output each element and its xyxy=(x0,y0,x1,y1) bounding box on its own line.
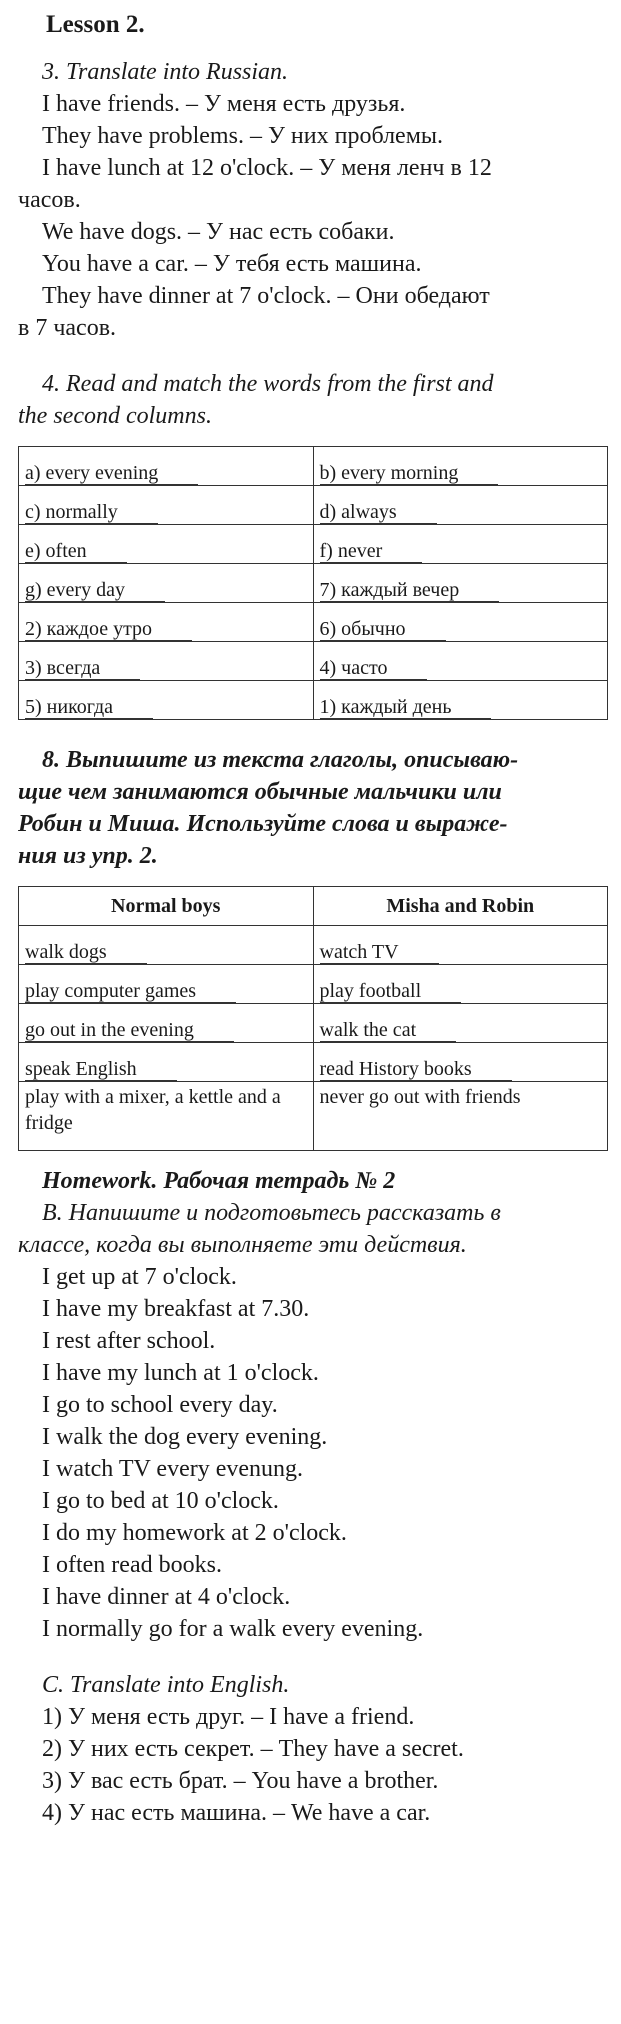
table-cell: walk dogs xyxy=(19,926,314,965)
table-cell: 7) каждый вечер xyxy=(313,564,608,603)
table-cell: a) every evening xyxy=(19,447,314,486)
table-cell: d) always xyxy=(313,486,608,525)
ex3-line: They have problems. – У них проблемы. xyxy=(42,123,444,149)
homework-b-line: I go to school every day. xyxy=(42,1392,278,1418)
homework-c-line: 2) У них есть секрет. – They have a secret. xyxy=(42,1736,464,1762)
table-row xyxy=(19,486,608,525)
homework-b-line: I rest after school. xyxy=(42,1328,216,1354)
homework-heading: Homework. Рабочая тетрадь № 2 xyxy=(42,1168,396,1194)
exercise-8 xyxy=(14,744,610,1151)
table-cell: walk the cat xyxy=(313,1004,608,1043)
table-cell: f) never xyxy=(313,525,608,564)
table-row xyxy=(19,603,608,642)
table-cell: watch TV xyxy=(313,926,608,965)
table-cell: read History books xyxy=(313,1043,608,1082)
ex3-line: I have friends. – У меня есть друзья. xyxy=(42,91,406,117)
ex3-line: в 7 часов. xyxy=(18,315,117,341)
ex3-line: We have dogs. – У нас есть собаки. xyxy=(42,219,395,245)
table-cell: play football xyxy=(313,965,608,1004)
table-row xyxy=(19,525,608,564)
homework-c-line: 4) У нас есть машина. – We have a car. xyxy=(42,1800,431,1826)
homework-b-line: I go to bed at 10 o'clock. xyxy=(42,1488,279,1514)
table-row xyxy=(19,447,608,486)
table-cell: g) every day xyxy=(19,564,314,603)
lesson-title: Lesson 2. xyxy=(46,11,145,38)
exercise-4 xyxy=(14,368,610,720)
homework-c-heading: C. Translate into English. xyxy=(42,1672,290,1698)
table-cell: play with a mixer, a kettle and a fridge xyxy=(19,1082,314,1151)
homework-b-line: I normally go for a walk every evening. xyxy=(42,1616,424,1642)
table-cell: 6) обычно xyxy=(313,603,608,642)
ex8-heading: ния из упр. 2. xyxy=(18,843,158,869)
page xyxy=(14,0,610,1829)
table-cell: 4) часто xyxy=(313,642,608,681)
homework-c-line: 3) У вас есть брат. – You have a brother. xyxy=(42,1768,439,1794)
table-cell: never go out with friends xyxy=(313,1082,608,1151)
table-cell: 1) каждый день xyxy=(313,681,608,720)
ex8-heading: щие чем занимаются обычные мальчики или xyxy=(18,779,502,805)
table-cell: go out in the evening xyxy=(19,1004,314,1043)
table-cell: 5) никогда xyxy=(19,681,314,720)
column-header-misha-robin: Misha and Robin xyxy=(313,887,608,926)
table-cell: speak English xyxy=(19,1043,314,1082)
ex3-line: You have a car. – У тебя есть машина. xyxy=(42,251,422,277)
homework-b-line: I walk the dog every evening. xyxy=(42,1424,328,1450)
ex8-heading: Робин и Миша. Используйте слова и выраже- xyxy=(18,811,508,837)
match-table xyxy=(18,446,608,720)
table-row xyxy=(19,1004,608,1043)
homework-b-line: I have my breakfast at 7.30. xyxy=(42,1296,310,1322)
table-cell: b) every morning xyxy=(313,447,608,486)
ex3-line: They have dinner at 7 o'clock. – Они обедают xyxy=(42,283,490,309)
table-row xyxy=(19,926,608,965)
table-row xyxy=(19,564,608,603)
homework-b-line: I often read books. xyxy=(42,1552,222,1578)
homework-b-heading: классе, когда вы выполняете эти действия. xyxy=(18,1232,467,1258)
homework-b-line: I do my homework at 2 o'clock. xyxy=(42,1520,347,1546)
ex4-heading: 4. Read and match the words from the first and xyxy=(42,371,494,397)
homework xyxy=(14,1165,610,1829)
table-row xyxy=(19,1043,608,1082)
ex3-line: I have lunch at 12 o'clock. – У меня ленч в 12 xyxy=(42,155,492,181)
table-header-row xyxy=(19,887,608,926)
homework-b-heading: B. Напишите и подготовьтесь рассказать в xyxy=(42,1200,501,1226)
column-header-normal-boys: Normal boys xyxy=(19,887,314,926)
boys-table xyxy=(18,886,608,1151)
table-cell: play computer games xyxy=(19,965,314,1004)
table-cell: c) normally xyxy=(19,486,314,525)
table-cell: 3) всегда xyxy=(19,642,314,681)
exercise-3 xyxy=(14,56,610,344)
homework-b-line: I have my lunch at 1 o'clock. xyxy=(42,1360,319,1386)
ex3-heading: 3. Translate into Russian. xyxy=(42,59,289,85)
homework-b-line: I have dinner at 4 o'clock. xyxy=(42,1584,291,1610)
table-cell: 2) каждое утро xyxy=(19,603,314,642)
table-row xyxy=(19,1082,608,1151)
ex3-line: часов. xyxy=(18,187,81,213)
table-row xyxy=(19,681,608,720)
table-row xyxy=(19,965,608,1004)
homework-b-line: I watch TV every evenung. xyxy=(42,1456,304,1482)
homework-c-line: 1) У меня есть друг. – I have a friend. xyxy=(42,1704,415,1730)
ex4-heading: the second columns. xyxy=(18,403,212,429)
ex8-heading: 8. Выпишите из текста глаголы, описываю- xyxy=(42,747,519,773)
table-row xyxy=(19,642,608,681)
homework-b-line: I get up at 7 o'clock. xyxy=(42,1264,237,1290)
table-cell: e) often xyxy=(19,525,314,564)
